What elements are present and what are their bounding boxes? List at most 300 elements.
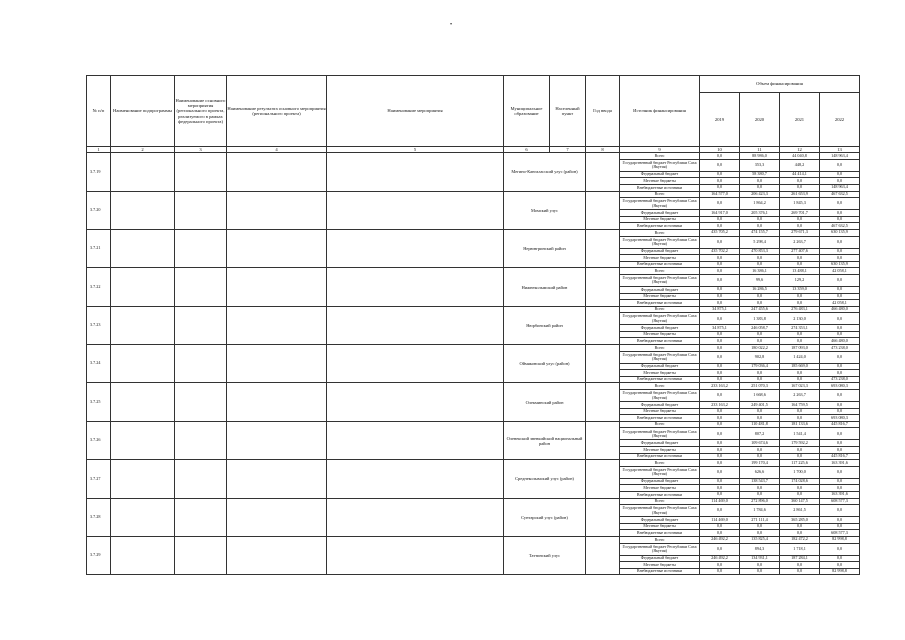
row-code: 3.7.21: [87, 229, 111, 267]
funding-value: 34 875,1: [700, 325, 740, 332]
funding-value: 0,0: [740, 530, 780, 537]
municipality-cell: Оленекский эвенкийский национальный район: [504, 421, 586, 459]
source-label: Местные бюджеты: [620, 485, 700, 492]
source-label: Местные бюджеты: [620, 178, 700, 185]
funding-value: 187 093,0: [780, 345, 820, 352]
funding-value: 0,0: [740, 261, 780, 268]
funding-value: 0,0: [780, 453, 820, 460]
row-code: 3.7.26: [87, 421, 111, 459]
funding-value: 445 816,7: [820, 421, 860, 428]
funding-value: 2 130,0: [780, 313, 820, 325]
funding-value: 0,0: [820, 248, 860, 255]
funding-value: 0,0: [700, 428, 740, 440]
funding-value: 182 472,2: [780, 536, 820, 543]
funding-value: 0,0: [820, 236, 860, 248]
funding-value: 269 701,7: [780, 210, 820, 217]
funding-value: 185 669,0: [780, 363, 820, 370]
row-code: 3.7.27: [87, 460, 111, 498]
row-code: 3.7.24: [87, 345, 111, 383]
funding-value: 0,0: [820, 370, 860, 377]
funding-value: 0,0: [780, 184, 820, 191]
funding-value: 135 825,4: [740, 536, 780, 543]
result-cell: [227, 421, 327, 459]
source-label: Внебюджетные источники: [620, 223, 700, 230]
funding-value: 0,0: [700, 351, 740, 363]
funding-value: 0,0: [700, 421, 740, 428]
source-label: Всего: [620, 421, 700, 428]
funding-value: 0,0: [780, 523, 820, 530]
funding-value: 0,0: [700, 300, 740, 307]
table-row: [87, 345, 860, 352]
funding-value: 0,0: [780, 331, 820, 338]
funding-value: 0,0: [700, 274, 740, 286]
funding-value: 163 391,6: [820, 460, 860, 467]
funding-value: 608 577,3: [820, 530, 860, 537]
event-cell: [327, 536, 504, 574]
subprogram-cell: [111, 306, 175, 344]
year-done-cell: [586, 460, 620, 498]
funding-value: 199 170,4: [740, 460, 780, 467]
funding-value: 0,0: [740, 562, 780, 569]
funding-value: 0,0: [700, 390, 740, 402]
funding-value: 894,3: [740, 543, 780, 555]
funding-value: 0,0: [820, 198, 860, 210]
table-row: [87, 421, 860, 428]
funding-value: 473 238,0: [820, 345, 860, 352]
funding-value: 0,0: [700, 331, 740, 338]
main-event-cell: [175, 383, 227, 421]
municipality-cell: Сунтарский улус (район): [504, 498, 586, 536]
source-label: Всего: [620, 536, 700, 543]
funding-value: 0,0: [820, 286, 860, 293]
header-source: Источник финансирования: [620, 76, 700, 147]
header-year: 2019: [700, 93, 740, 147]
funding-value: 279 671,3: [780, 229, 820, 236]
table-row: [87, 383, 860, 390]
funding-value: 16 386,1: [740, 268, 780, 275]
funding-value: 0,0: [780, 370, 820, 377]
funding-value: 0,0: [820, 466, 860, 478]
header-year: 2020: [740, 93, 780, 147]
municipality-cell: Момский улус: [504, 191, 586, 229]
source-label: Всего: [620, 306, 700, 313]
subprogram-cell: [111, 383, 175, 421]
funding-value: 0,0: [700, 268, 740, 275]
funding-value: 0,0: [700, 313, 740, 325]
funding-value: 1 383,8: [740, 313, 780, 325]
funding-value: 277 407,6: [780, 248, 820, 255]
funding-value: 0,0: [700, 491, 740, 498]
funding-value: 181 133,6: [780, 421, 820, 428]
funding-value: 0,0: [700, 543, 740, 555]
funding-value: 0,0: [700, 255, 740, 262]
source-label: Всего: [620, 229, 700, 236]
column-number: 13: [820, 147, 860, 153]
funding-value: 0,0: [700, 408, 740, 415]
source-label: Внебюджетные источники: [620, 376, 700, 383]
funding-value: 467 632,5: [820, 191, 860, 198]
source-label: Внебюджетные источники: [620, 453, 700, 460]
header-subprogram: Наименование подпрограммы: [111, 76, 175, 147]
column-number: 12: [780, 147, 820, 153]
column-number: 4: [227, 147, 327, 153]
funding-value: 0,0: [700, 363, 740, 370]
table-row: [87, 268, 860, 275]
funding-value: 2 263,7: [780, 236, 820, 248]
funding-value: 0,0: [740, 376, 780, 383]
table-body: [87, 153, 860, 575]
funding-value: 0,0: [780, 491, 820, 498]
funding-value: 0,0: [700, 485, 740, 492]
municipality-cell: Таттинский улус: [504, 536, 586, 574]
funding-value: 1 845,3: [780, 198, 820, 210]
subprogram-cell: [111, 498, 175, 536]
funding-value: 693 080,3: [820, 383, 860, 390]
funding-value: 0,0: [820, 210, 860, 217]
source-label: Внебюджетные источники: [620, 300, 700, 307]
funding-value: 0,0: [780, 223, 820, 230]
source-label: Внебюджетные источники: [620, 415, 700, 422]
funding-value: 206 423,3: [740, 191, 780, 198]
source-label: Местные бюджеты: [620, 255, 700, 262]
funding-value: 187 284,1: [780, 555, 820, 562]
column-number: 7: [550, 147, 586, 153]
funding-value: 0,0: [820, 478, 860, 485]
funding-value: 435 702,2: [700, 248, 740, 255]
row-code: 3.7.25: [87, 383, 111, 421]
source-label: Внебюджетные источники: [620, 184, 700, 191]
funding-value: 470 853,3: [740, 248, 780, 255]
funding-value: 117 225,6: [780, 460, 820, 467]
row-code: 3.7.28: [87, 498, 111, 536]
funding-value: 365 285,0: [780, 517, 820, 524]
funding-value: 0,0: [700, 523, 740, 530]
year-done-cell: [586, 153, 620, 191]
funding-value: 251 070,3: [740, 383, 780, 390]
funding-value: 0,0: [700, 338, 740, 345]
header-main-event: Наименование основного мероприятия (регионального проекта, реализуемого в рамках федерального проекта): [175, 76, 227, 147]
source-label: Местные бюджеты: [620, 370, 700, 377]
source-label: Государственный бюджет Республики Саха (Якутия): [620, 466, 700, 478]
event-cell: [327, 421, 504, 459]
column-number: 11: [740, 147, 780, 153]
source-label: Федеральный бюджет: [620, 286, 700, 293]
year-done-cell: [586, 536, 620, 574]
funding-value: 0,0: [740, 300, 780, 307]
main-event-cell: [175, 498, 227, 536]
funding-value: 467 632,5: [820, 223, 860, 230]
source-label: Местные бюджеты: [620, 562, 700, 569]
year-done-cell: [586, 191, 620, 229]
result-cell: [227, 268, 327, 306]
funding-value: 0,0: [700, 159, 740, 171]
funding-value: 0,0: [700, 440, 740, 447]
funding-value: 163 391,6: [820, 491, 860, 498]
column-number: 5: [327, 147, 504, 153]
column-number: 2: [111, 147, 175, 153]
funding-value: 0,0: [820, 390, 860, 402]
column-number: 10: [700, 147, 740, 153]
source-label: Государственный бюджет Республики Саха (Якутия): [620, 313, 700, 325]
funding-value: 435 705,2: [700, 229, 740, 236]
funding-value: 0,0: [780, 562, 820, 569]
table-row: [87, 306, 860, 313]
funding-value: 179 592,2: [780, 440, 820, 447]
event-cell: [327, 498, 504, 536]
funding-value: 0,0: [780, 530, 820, 537]
funding-value: 0,0: [700, 478, 740, 485]
municipality-cell: Олекминский район: [504, 383, 586, 421]
header-event: Наименование мероприятия: [327, 76, 504, 147]
funding-value: 0,0: [820, 485, 860, 492]
result-cell: [227, 498, 327, 536]
result-cell: [227, 191, 327, 229]
municipality-cell: Нижнеколымский район: [504, 268, 586, 306]
source-label: Федеральный бюджет: [620, 440, 700, 447]
source-label: Всего: [620, 345, 700, 352]
event-cell: [327, 460, 504, 498]
funding-value: 1 864,2: [740, 198, 780, 210]
header-no: № п/п: [87, 76, 111, 147]
event-cell: [327, 229, 504, 267]
source-label: Местные бюджеты: [620, 331, 700, 338]
column-number: 8: [586, 147, 620, 153]
source-label: Государственный бюджет Республики Саха (Якутия): [620, 351, 700, 363]
source-label: Внебюджетные источники: [620, 568, 700, 575]
source-label: Внебюджетные источники: [620, 530, 700, 537]
funding-value: 34 875,1: [700, 306, 740, 313]
funding-value: 0,0: [700, 415, 740, 422]
source-label: Федеральный бюджет: [620, 402, 700, 409]
funding-value: 0,0: [820, 313, 860, 325]
funding-value: 0,0: [820, 408, 860, 415]
funding-value: 134 931,1: [740, 555, 780, 562]
funding-value: 129,2: [780, 274, 820, 286]
funding-value: 0,0: [700, 153, 740, 160]
result-cell: [227, 306, 327, 344]
funding-value: 0,0: [700, 370, 740, 377]
source-label: Государственный бюджет Республики Саха (Якутия): [620, 236, 700, 248]
source-label: Внебюджетные источники: [620, 261, 700, 268]
subprogram-cell: [111, 536, 175, 574]
source-label: Федеральный бюджет: [620, 363, 700, 370]
funding-value: 0,0: [820, 351, 860, 363]
funding-value: 148 963,4: [820, 153, 860, 160]
funding-value: 0,0: [700, 216, 740, 223]
municipality-cell: Нюрбинский район: [504, 306, 586, 344]
column-number: 1: [87, 147, 111, 153]
source-label: Местные бюджеты: [620, 293, 700, 300]
source-label: Федеральный бюджет: [620, 517, 700, 524]
funding-value: 0,0: [740, 223, 780, 230]
funding-value: 0,0: [700, 460, 740, 467]
subprogram-cell: [111, 460, 175, 498]
funding-value: 807,2: [740, 428, 780, 440]
funding-value: 0,0: [740, 415, 780, 422]
funding-value: 0,0: [740, 216, 780, 223]
table-row: [87, 536, 860, 543]
funding-value: 0,0: [820, 171, 860, 178]
funding-value: 0,0: [820, 447, 860, 454]
source-label: Всего: [620, 153, 700, 160]
funding-value: 0,0: [700, 286, 740, 293]
funding-value: 1 700,0: [780, 466, 820, 478]
funding-value: 0,0: [740, 491, 780, 498]
funding-value: 174 028,6: [780, 478, 820, 485]
table-row: [87, 191, 860, 198]
funding-value: 42 058,1: [820, 300, 860, 307]
funding-value: 13 488,1: [780, 268, 820, 275]
event-cell: [327, 153, 504, 191]
funding-value: 272 896,0: [740, 498, 780, 505]
source-label: Местные бюджеты: [620, 408, 700, 415]
funding-value: 0,0: [820, 255, 860, 262]
table-row: [87, 460, 860, 467]
subprogram-cell: [111, 191, 175, 229]
source-label: Федеральный бюджет: [620, 210, 700, 217]
funding-value: 0,0: [700, 223, 740, 230]
funding-value: 0,0: [700, 562, 740, 569]
funding-value: 630 135,9: [820, 229, 860, 236]
funding-value: 902,8: [740, 351, 780, 363]
row-code: 3.7.20: [87, 191, 111, 229]
funding-value: 0,0: [700, 198, 740, 210]
year-done-cell: [586, 268, 620, 306]
funding-value: 0,0: [820, 159, 860, 171]
funding-value: 0,0: [780, 255, 820, 262]
funding-value: 0,0: [740, 485, 780, 492]
main-event-cell: [175, 345, 227, 383]
funding-value: 0,0: [780, 178, 820, 185]
source-label: Местные бюджеты: [620, 447, 700, 454]
table-row: [87, 153, 860, 160]
funding-value: 0,0: [700, 171, 740, 178]
source-label: Всего: [620, 191, 700, 198]
municipality-cell: Среднеколымский улус (район): [504, 460, 586, 498]
main-event-cell: [175, 536, 227, 574]
column-number: 9: [620, 147, 700, 153]
funding-value: 82 998,8: [820, 536, 860, 543]
main-event-cell: [175, 306, 227, 344]
event-cell: [327, 191, 504, 229]
funding-value: 608 577,3: [820, 498, 860, 505]
source-label: Внебюджетные источники: [620, 338, 700, 345]
funding-value: 246 058,7: [740, 325, 780, 332]
source-label: Государственный бюджет Республики Саха (Якутия): [620, 543, 700, 555]
funding-table: [86, 75, 860, 575]
funding-value: 13 359,0: [780, 286, 820, 293]
source-label: Федеральный бюджет: [620, 325, 700, 332]
funding-value: 0,0: [780, 261, 820, 268]
funding-value: 0,0: [700, 184, 740, 191]
source-label: Государственный бюджет Республики Саха (Якутия): [620, 428, 700, 440]
funding-value: 0,0: [700, 505, 740, 517]
result-cell: [227, 536, 327, 574]
funding-value: 164 917,0: [700, 210, 740, 217]
funding-value: 261 653,9: [780, 191, 820, 198]
header-settlement: Населенный пункт: [550, 76, 586, 147]
year-done-cell: [586, 306, 620, 344]
funding-value: 0,0: [740, 293, 780, 300]
page-mark: •: [450, 22, 453, 28]
funding-value: 0,0: [780, 216, 820, 223]
funding-value: 246 492,2: [700, 536, 740, 543]
header-municipality: Муниципальное образование: [504, 76, 550, 147]
funding-value: 0,0: [820, 517, 860, 524]
funding-value: 167 023,3: [780, 383, 820, 390]
main-event-cell: [175, 460, 227, 498]
subprogram-cell: [111, 153, 175, 191]
source-label: Всего: [620, 383, 700, 390]
funding-value: 0,0: [780, 300, 820, 307]
year-done-cell: [586, 383, 620, 421]
event-cell: [327, 383, 504, 421]
funding-value: 0,0: [780, 408, 820, 415]
funding-value: 0,0: [700, 453, 740, 460]
funding-value: 0,0: [820, 440, 860, 447]
funding-value: 0,0: [740, 447, 780, 454]
funding-value: 0,0: [780, 447, 820, 454]
event-cell: [327, 306, 504, 344]
funding-value: 0,0: [740, 184, 780, 191]
row-code: 3.7.22: [87, 268, 111, 306]
municipality-cell: Мегино-Кангаласский улус (район): [504, 153, 586, 191]
funding-value: 0,0: [820, 363, 860, 370]
funding-value: 0,0: [700, 236, 740, 248]
funding-value: 82 998,8: [820, 568, 860, 575]
funding-value: 360 147,5: [780, 498, 820, 505]
funding-value: 445 816,7: [820, 453, 860, 460]
column-number: 3: [175, 147, 227, 153]
source-label: Всего: [620, 268, 700, 275]
result-cell: [227, 460, 327, 498]
funding-value: 5 298,4: [740, 236, 780, 248]
funding-value: 0,0: [740, 453, 780, 460]
funding-value: 274 353,1: [780, 325, 820, 332]
source-label: Федеральный бюджет: [620, 171, 700, 178]
event-cell: [327, 345, 504, 383]
funding-value: 1 424,0: [780, 351, 820, 363]
funding-value: 0,0: [820, 505, 860, 517]
source-label: Всего: [620, 460, 700, 467]
main-event-cell: [175, 191, 227, 229]
funding-value: 0,0: [780, 376, 820, 383]
funding-value: 448,2: [780, 159, 820, 171]
funding-value: 466 480,0: [820, 338, 860, 345]
source-label: Всего: [620, 498, 700, 505]
funding-value: 0,0: [780, 293, 820, 300]
subprogram-cell: [111, 268, 175, 306]
funding-value: 1 784,6: [740, 505, 780, 517]
funding-value: 0,0: [820, 216, 860, 223]
funding-value: 0,0: [820, 331, 860, 338]
source-label: Государственный бюджет Республики Саха (Якутия): [620, 198, 700, 210]
funding-value: 626,6: [740, 466, 780, 478]
funding-value: 0,0: [740, 338, 780, 345]
funding-value: 0,0: [700, 345, 740, 352]
funding-value: 164 759,5: [780, 402, 820, 409]
subprogram-cell: [111, 421, 175, 459]
funding-value: 0,0: [780, 485, 820, 492]
funding-value: 271 111,4: [740, 517, 780, 524]
funding-value: 2 263,7: [780, 390, 820, 402]
header-year-done: Год ввода: [586, 76, 620, 147]
table-row: [87, 229, 860, 236]
funding-value: 88 986,0: [740, 153, 780, 160]
funding-value: 0,0: [700, 466, 740, 478]
funding-value: 0,0: [700, 261, 740, 268]
funding-value: 0,0: [820, 402, 860, 409]
